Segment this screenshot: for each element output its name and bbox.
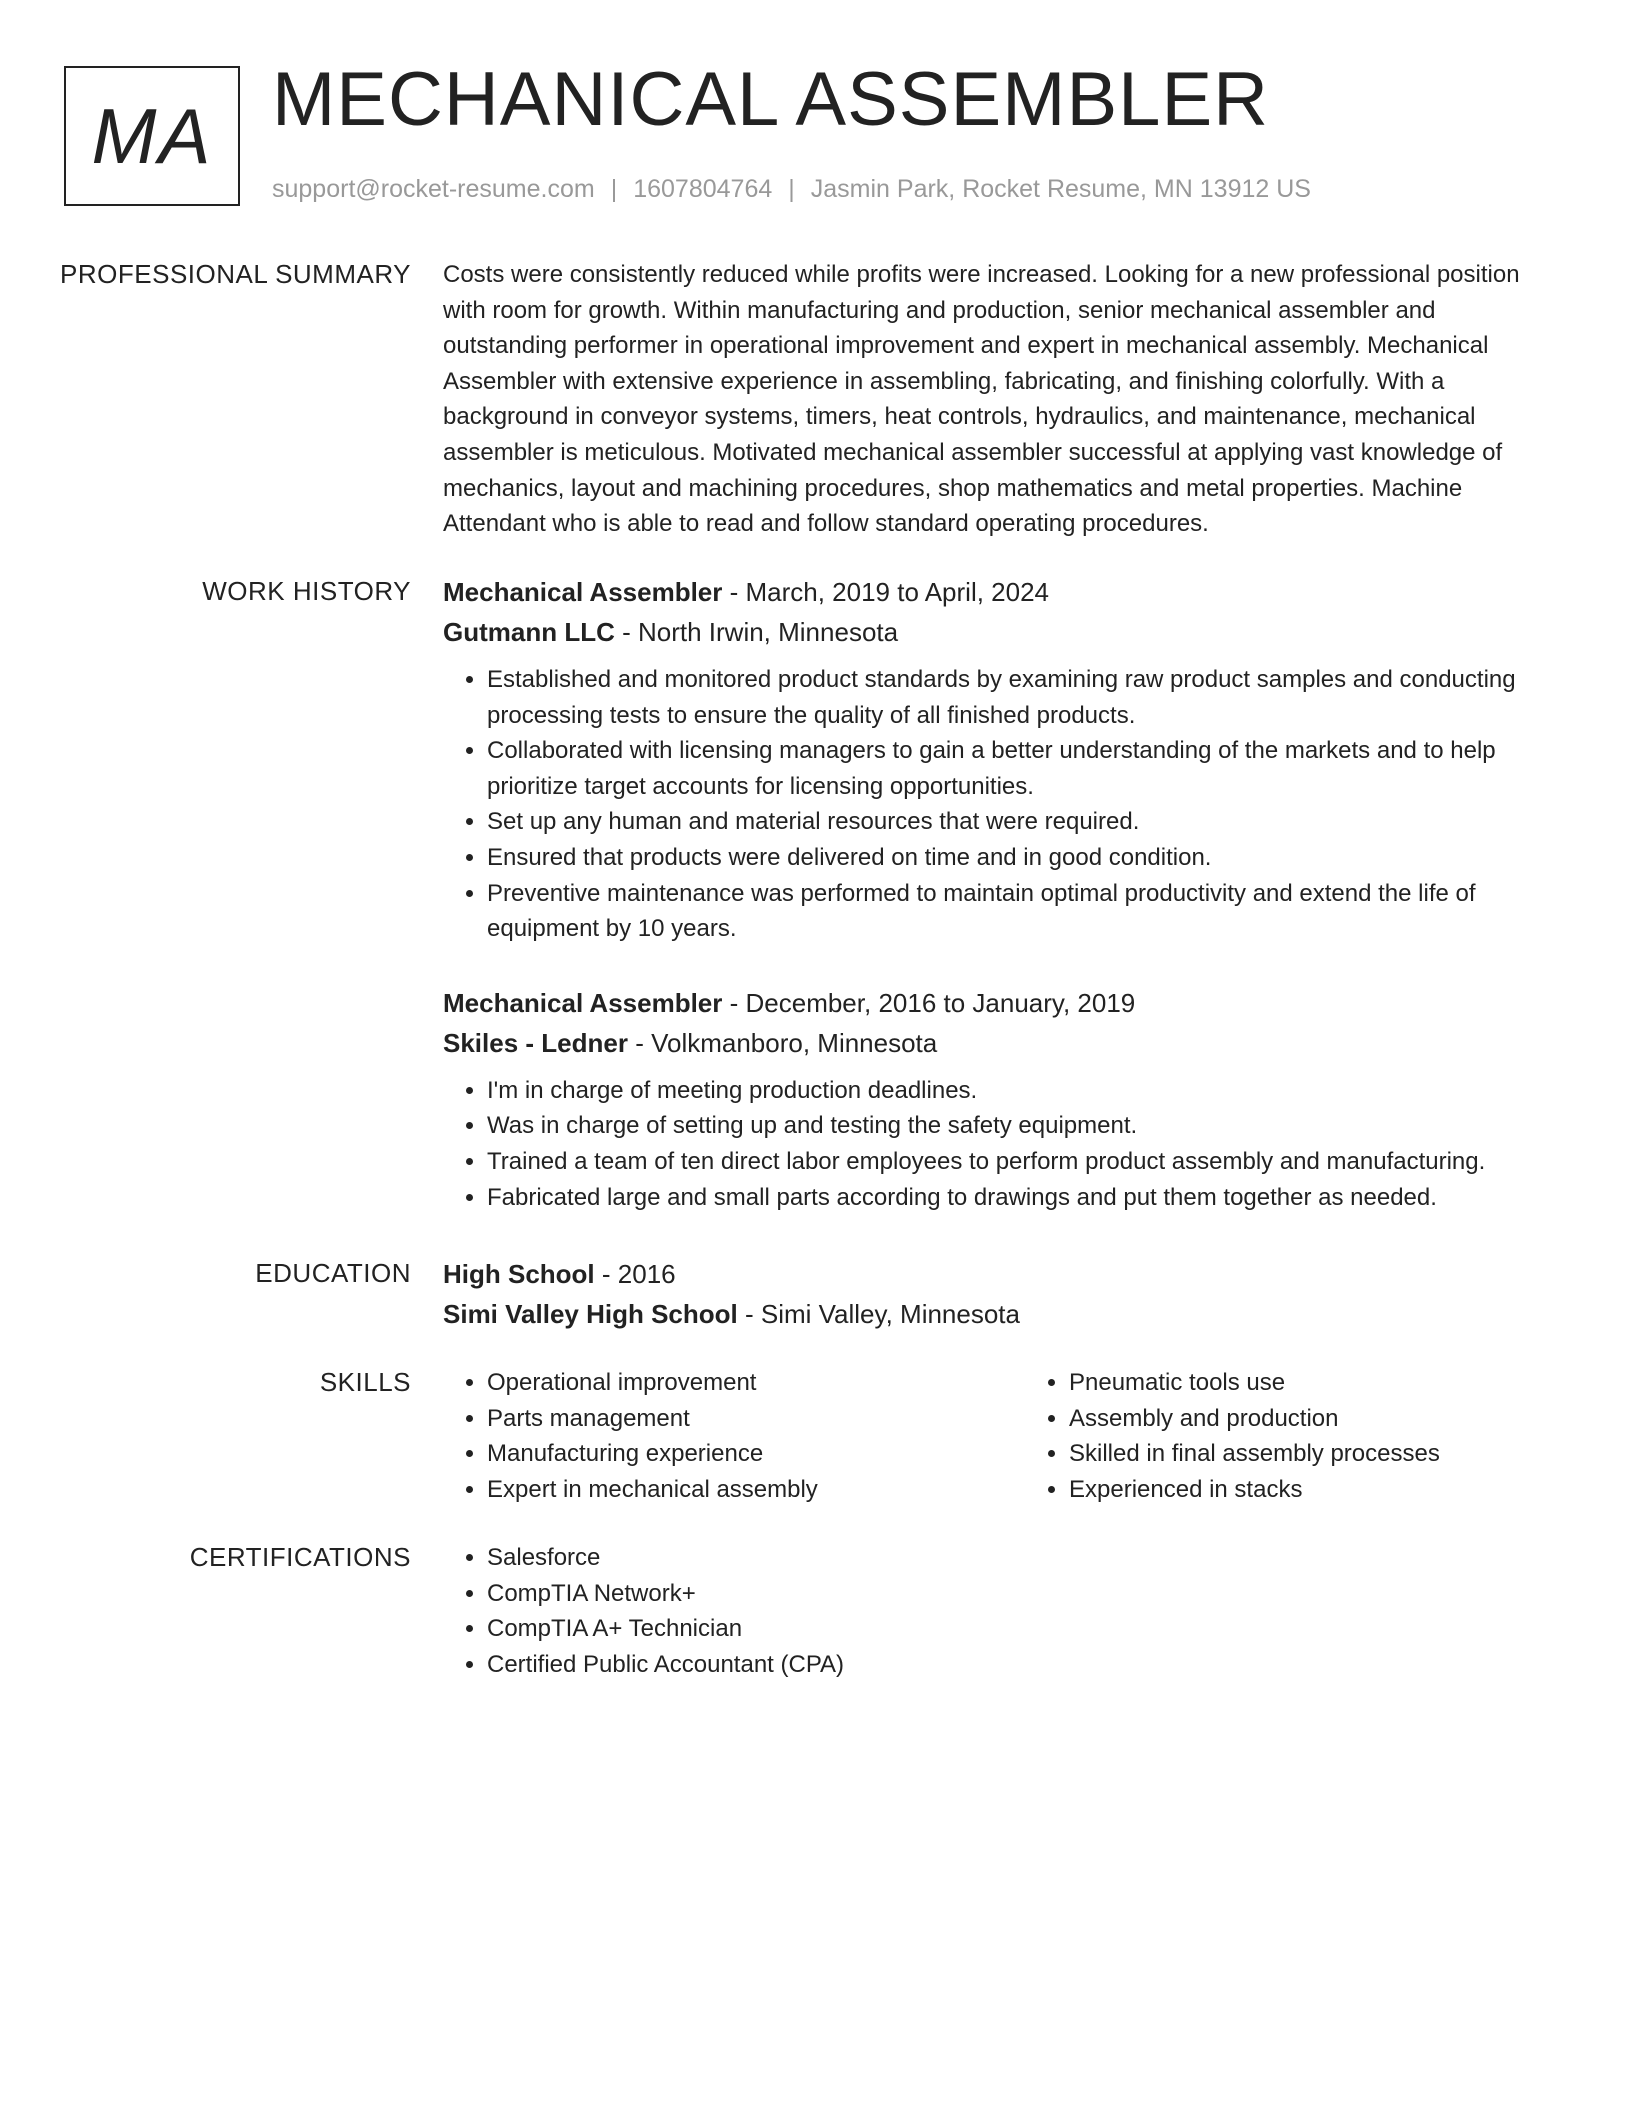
certification-item: • CompTIA Network+ <box>487 1576 1563 1612</box>
skill-item: • Manufacturing experience <box>487 1436 981 1472</box>
work-history-list <box>443 572 1563 1215</box>
education-school: Simi Valley High School <box>443 1299 738 1329</box>
education-degree-line <box>443 1254 1563 1294</box>
job-bullet: • Fabricated large and small parts according to drawings and put them together as needed. <box>487 1180 1563 1216</box>
contact-address: Jasmin Park, Rocket Resume, MN 13912 US <box>810 175 1311 203</box>
skill-item: • Experienced in stacks <box>1069 1472 1563 1508</box>
job-bullet: • Trained a team of ten direct labor employees to perform product assembly and manufacturing. <box>487 1144 1563 1180</box>
skill-item: • Expert in mechanical assembly <box>487 1472 981 1508</box>
education-school-line <box>443 1294 1563 1334</box>
job-bullets <box>443 1073 1563 1215</box>
job-title: Mechanical Assembler <box>443 577 723 607</box>
summary-text: Costs were consistently reduced while profits were increased. Looking for a new professional position with room for growth. Within manufacturing and production, senior mechanical assembler and outstanding performer in operational improvement and expert in mechanical assembly. Mechanical Assembler with extensive experience in assembling, fabricating, and finishing colorfully. With a background in conveyor systems, timers, heat controls, hydraulics, and maintenance, mechanical assembler is meticulous. Motivated mechanical assembler successful at applying vast knowledge of mechanics, layout and machining procedures, shop mathematics and metal properties. Machine Attendant who is able to read and follow standard operating procedures. <box>443 261 1520 538</box>
section-label-work-history: WORK HISTORY <box>202 576 411 606</box>
job-bullet: • Preventive maintenance was performed to maintain optimal productivity and extend the life of equipment by 10 years. <box>487 876 1563 947</box>
job-bullet: • Ensured that products were delivered on time and in good condition. <box>487 840 1563 876</box>
skill-item: • Parts management <box>487 1401 981 1437</box>
education-location: - Simi Valley, Minnesota <box>737 1299 1020 1329</box>
job-bullet: • I'm in charge of meeting production deadlines. <box>487 1073 1563 1109</box>
job-location: - North Irwin, Minnesota <box>614 617 899 647</box>
education-degree: High School <box>443 1259 595 1289</box>
skills-grid <box>443 1365 1563 1507</box>
certifications-list <box>443 1540 1563 1682</box>
job-bullets <box>443 662 1563 947</box>
job-title: Mechanical Assembler <box>443 987 723 1018</box>
education-entry <box>443 1254 1563 1334</box>
job-title-line <box>443 572 1563 612</box>
contact-line <box>272 172 1311 206</box>
skills-list-left <box>443 1365 981 1507</box>
job-bullet: • Established and monitored product standards by examining raw product samples and conducting processing tests to ensure the quality of all finished products. <box>487 662 1563 733</box>
section-label-education: EDUCATION <box>255 1258 411 1288</box>
section-label-summary: PROFESSIONAL SUMMARY <box>60 259 411 289</box>
certification-item: • CompTIA A+ Technician <box>487 1611 1563 1647</box>
contact-phone[interactable]: 1607804764 <box>633 175 773 203</box>
section-label-skills: SKILLS <box>319 1367 411 1397</box>
contact-separator: | <box>610 175 618 203</box>
job-location: - Volkmanboro, Minnesota <box>627 1027 938 1058</box>
skill-item: • Assembly and production <box>1069 1401 1563 1437</box>
job-bullet: • Was in charge of setting up and testing the safety equipment. <box>487 1108 1563 1144</box>
job-bullet: • Set up any human and material resources that were required. <box>487 804 1563 840</box>
job-dates: - March, 2019 to April, 2024 <box>722 577 1050 607</box>
skill-item: • Pneumatic tools use <box>1069 1365 1563 1401</box>
skills-list-right <box>1025 1365 1563 1507</box>
job-company-line <box>443 612 1563 652</box>
skill-item: • Operational improvement <box>487 1365 981 1401</box>
section-label-certifications: CERTIFICATIONS <box>189 1542 411 1572</box>
contact-separator: | <box>788 175 795 203</box>
job-company-line <box>443 1023 1563 1063</box>
job-bullet: • Collaborated with licensing managers to gain a better understanding of the markets and to help prioritize target accounts for licensing opportunities. <box>487 733 1563 804</box>
contact-email[interactable]: support@rocket-resume.com <box>272 175 595 203</box>
job-entry <box>443 983 1563 1215</box>
certification-item: • Certified Public Accountant (CPA) <box>487 1647 1563 1683</box>
job-entry <box>443 572 1563 947</box>
job-company: Gutmann LLC <box>443 617 615 647</box>
page-title: MECHANICAL ASSEMBLER <box>272 57 1270 142</box>
education-year: - 2016 <box>594 1259 676 1289</box>
job-title-line <box>443 983 1563 1023</box>
job-company: Skiles - Ledner <box>443 1027 628 1058</box>
certifications-content <box>443 1540 1563 1682</box>
skills-content <box>443 1365 1563 1507</box>
job-dates: - December, 2016 to January, 2019 <box>722 987 1136 1018</box>
monogram-logo: MA <box>64 66 240 206</box>
skill-item: • Skilled in final assembly processes <box>1069 1436 1563 1472</box>
certification-item: • Salesforce <box>487 1540 1563 1576</box>
